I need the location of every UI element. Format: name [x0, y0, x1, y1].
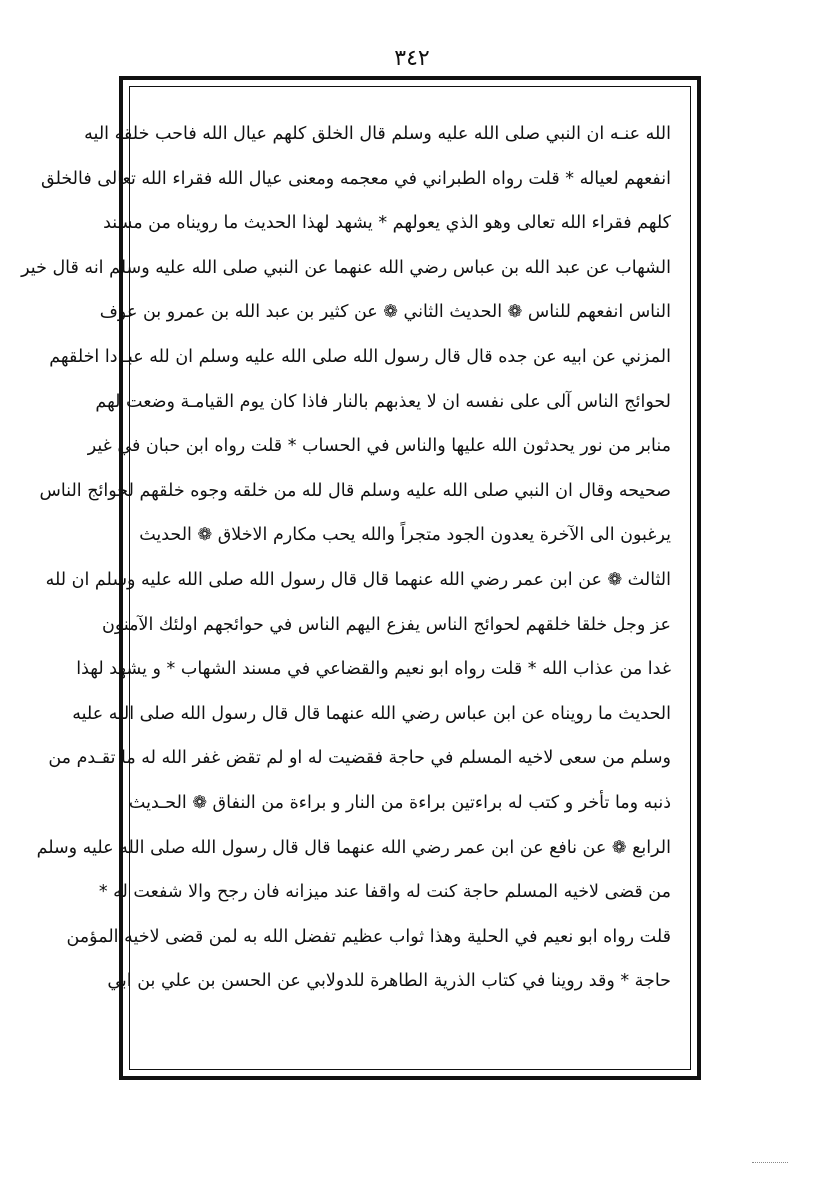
text-line: منابر من نور يحدثون الله عليها والناس في الحساب * قلت رواه ابن حبان في غير — [87, 436, 671, 457]
page-number: ٣٤٢ — [394, 46, 430, 71]
text-body — [21, 112, 671, 1004]
text-line: الناس انفعهم للناس ❁ الحديث الثاني ❁ عن كثير بن عبد الله بن عمرو بن عوف — [99, 302, 671, 323]
text-line: من قضى لاخيه المسلم حاجة كنت له واقفا عند ميزانه فان رجح والا شفعت له * — [98, 882, 671, 903]
text-line: لحوائج الناس آلى على نفسه ان لا يعذبهم بالنار فاذا كان يوم القيامـة وضعت لهم — [95, 391, 671, 412]
text-line: الله عنـه ان النبي صلى الله عليه وسلم قال الخلق كلهم عيال الله فاحب خلقه اليه — [84, 124, 671, 144]
text-line: يرغبون الى الآخرة يعدون الجود متجراً والله يحب مكارم الاخلاق ❁ الحديث — [139, 525, 671, 546]
text-line: ذنبه وما تأخر و كتب له براءتين براءة من النار و براءة من النفاق ❁ الحـديث — [128, 792, 671, 813]
text-line: كلهم فقراء الله تعالى وهو الذي يعولهم * يشهد لهذا الحديث ما رويناه من مسند — [103, 213, 671, 234]
text-line: الرابع ❁ عن نافع عن ابن عمر رضي الله عنهما قال قال رسول الله صلى الله عليه وسلم — [36, 837, 671, 858]
text-line: الثالث ❁ عن ابن عمر رضي الله عنهما قال قال رسول الله صلى الله عليه وسلم ان لله — [45, 569, 671, 590]
text-line: صحيحه وقال ان النبي صلى الله عليه وسلم قال لله من خلقه وجوه خلقهم لحوائج الناس — [39, 480, 671, 501]
text-line: وسلم من سعى لاخيه المسلم في حاجة فقضيت له او لم تقض غفر الله له ما تقـدم من — [48, 748, 671, 769]
text-line: حاجة * وقد روينا في كتاب الذرية الطاهرة للدولابي عن الحسن بن علي بن ابي — [107, 971, 671, 992]
text-line: انفعهم لعياله * قلت رواه الطبراني في معجمه ومعنى عيال الله فقراء الله تعالى فالخلق — [41, 168, 671, 189]
scan-corner-mark — [752, 1162, 788, 1163]
text-line: عز وجل خلقا خلقهم لحوائج الناس يفزع اليهم الناس في حوائجهم اولئك الآمنون — [101, 614, 671, 635]
text-line: غدا من عذاب الله * قلت رواه ابو نعيم والقضاعي في مسند الشهاب * و يشهد لهذا — [76, 659, 671, 680]
text-line: الحديث ما رويناه عن ابن عباس رضي الله عنهما قال قال رسول الله صلى الله عليه — [72, 703, 671, 724]
text-line: المزني عن ابيه عن جده قال قال رسول الله صلى الله عليه وسلم ان لله عبـادا اخلقهم — [49, 346, 671, 367]
text-line: قلت رواه ابو نعيم في الحلية وهذا ثواب عظيم تفضل الله به لمن قضى لاخيه المؤمن — [66, 926, 671, 947]
text-line: الشهاب عن عبد الله بن عباس رضي الله عنهما عن النبي صلى الله عليه وسلم انه قال خير — [21, 257, 671, 278]
